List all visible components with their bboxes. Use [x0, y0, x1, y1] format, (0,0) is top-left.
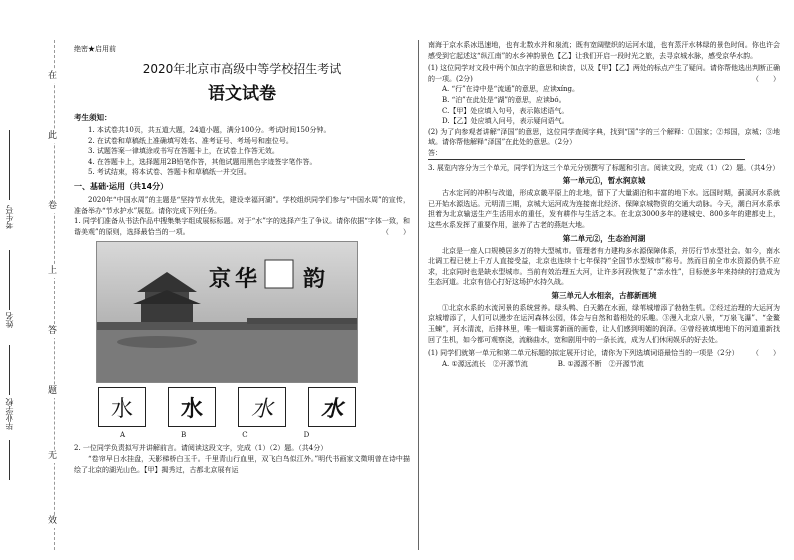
gutter-char: 答: [48, 326, 58, 336]
section-heading: 一、基础·运用（共14分）: [74, 181, 169, 191]
answer-line[interactable]: 答：: [428, 148, 745, 160]
question-1-text: 1. 同学们准备从书法作品中搜集集字组成展标标题。对于“水”字的选择产生了争议。请你依据“字体一致，和谐美观”的原则，选择最恰当的一项。: [74, 217, 410, 236]
question-2-2: (2) 为了向参观者讲解“泽国”的意思，这位同学查阅字典，找到“国”字的三个解释：①国家；②邦国，京城；③地域。请你帮他解释“泽国”在此处的意思。（2分）: [428, 127, 780, 147]
right-column: [428, 40, 780, 555]
label-name: 姓名: [5, 312, 14, 328]
card-char: 水: [320, 395, 343, 422]
question-3-1-text: (1) 同学们就第一单元和第二单元标题的拟定展开讨论，请你为下列选填词语最恰当的一项是（2分）: [428, 349, 739, 358]
card-char: 水: [180, 395, 203, 422]
note-item: 5. 考试结束，将本试卷、答题卡和草稿纸一并交回。: [88, 168, 251, 177]
unit-1-title: 第一单元①，暂水润京城: [562, 176, 646, 186]
fill-line: [9, 345, 10, 395]
question-2: 2. 一位同学负责拟写并讲解前言。请阅读这段文字，完成（1）（2）题。（共4分）: [74, 444, 328, 453]
gutter-char: 上: [48, 266, 58, 276]
notes-heading: 考生须知：: [74, 113, 112, 122]
calligraphy-card-a[interactable]: [98, 387, 146, 427]
answer-paren: （ ）: [752, 349, 780, 358]
card-char: 水: [110, 396, 133, 422]
binding-gutter: [0, 0, 70, 560]
option-letter: C: [242, 431, 248, 440]
confidential-mark: 绝密★启用前: [74, 45, 116, 53]
gutter-char: 题: [48, 386, 58, 396]
photo-caption-left: 京华: [209, 266, 262, 293]
gutter-char: 在: [48, 71, 58, 81]
exam-title: 2020年北京市高级中等学校招生考试: [142, 62, 342, 76]
fill-line: [9, 250, 10, 310]
label-candidate-no: 考生号: [5, 205, 14, 229]
question-2-1-text: (1) 这位同学对文段中两个加点字的意思和读音，以及【甲】【乙】两处的标点产生了疑问。请你帮他选出判断正确的一项。(2分): [428, 64, 780, 83]
choice-b[interactable]: B. “泊”在此处是“湖”的意思，应读bó。: [442, 95, 566, 104]
calligraphy-photo: [96, 241, 358, 383]
gutter-char: 卷: [48, 201, 58, 211]
question-3-1-choices: [428, 359, 780, 370]
column-divider: [418, 40, 419, 550]
unit-2-text: 北京是一座人口规模居多万的特大型城市。管理者有力建构多水源保障体系，并厉行节水型社会。如今，南水北调工程已使上千万人直接受益，北京也连续十七年保持“全国节水型城市”称号。然而目前全市水资源仍供不应求，北京同时也是缺水型城市。当前有效治理五大河，让许多河段恢复了“亲水性”，目标使多年来持续的打造成为生态河道。北京有信心打好这场护水持久战。: [428, 246, 780, 287]
question-2-passage: “卷帘早日水挂盘，天影梯桥白玉千。千里青山行血里，双飞白鸟似江外。”明代书画家文徵明曾在诗中描绘了北京的湖光山色。【甲】揭秀过，古都北京展有运: [74, 454, 410, 474]
calligraphy-card-d[interactable]: [308, 387, 356, 427]
calligraphy-card-c[interactable]: [238, 387, 286, 427]
question-2-1: [428, 63, 780, 84]
question-1: [74, 216, 410, 237]
unit-1-text: 古水定河的冲积与改道，形成京畿平原上的北地，留下了大量湖泊和丰富的地下水。远国时期，蓟溪河水系就已开始水源选运。元明清三期，京城大运河成为连接南北经济、保障京城物资的交通大动脉。今天，潮白河水系承担着为北京输送生产生活用水的重任，发有耕作与生活之本。在北京3000多年的建城史、800多年的建都史上，这些水系发挥了重要作用，滋养了古老的燕赵大地。: [428, 189, 780, 229]
option-letters: [120, 431, 410, 439]
choice-d[interactable]: D.【乙】处应填入问号，表示疑问语气。: [442, 117, 569, 126]
gutter-char: 无: [48, 451, 58, 461]
seal-line: [54, 40, 55, 550]
passage-continued: 南海于京水系冰迅速地，也有北数水并和泉流；既有宽阔壁织的运河水道，也有蒸汗水林绿的景色时间。你也许会感受到它起述这“纵江南”的水乡神韵景色【乙】让我们开启一段时光之旅，去寻京城水脉，感受京华水韵。: [428, 41, 780, 60]
option-letter: D: [303, 431, 310, 440]
unit-3-title: 第三单元人水相亲，古都新画境: [551, 290, 657, 300]
card-char: 水: [250, 396, 273, 422]
left-column: [74, 44, 410, 554]
note-item: 2. 在试卷和草稿纸上准确填写姓名、准考证号、考场号和座位号。: [88, 136, 293, 145]
unit-3-text: ①北京水系的水流河景的系统营养。绿头鸭、白天鹅在水面，绿苇城增添了勃勃生机。②经过治理的大运河为京城增添了，人们可以漫步在运河森林公园，体会与自然和谐相处的乐趣。③漫入北京八景，“万泉飞瀑”、“金鳌玉蝀”，河水清流，后排林里，唯一幅谈雾新画的画卷，让人们感到明媚的润泽。④曾经被填埋地下的河道重新找回了生机，如今都可观察浇，流觞曲水，宽和剧用中的一条长流，成为人们休闲娱乐的好去处。: [428, 303, 780, 344]
option-letter: A: [120, 431, 126, 440]
question-3-1: [428, 348, 780, 359]
note-item: 3. 试题答案一律填涂或书写在答题卡上，在试卷上作答无效。: [88, 147, 279, 156]
note-item: 4. 在答题卡上，选择题用2B铅笔作答，其他试题用黑色字迹签字笔作答。: [88, 157, 317, 166]
label-school: 毕业学校: [5, 398, 14, 430]
option-letter: B: [181, 431, 187, 440]
paper-title: 语文试卷: [208, 84, 276, 104]
section-intro: 2020年“中国水周”的主题是“坚持节水优先，建设幸福河湖”。学校组织同学们参与“中国水周”的宣传，准备举办“节水护水”展览。请你完成下列任务。: [74, 195, 410, 215]
answer-paren: （ ）: [752, 74, 780, 83]
choice-c[interactable]: C.【甲】处应填入句号，表示陈述语气。: [442, 106, 569, 115]
gutter-char: 此: [48, 131, 58, 141]
choice-a[interactable]: A. ①源远流长 ②开源节流: [442, 359, 528, 368]
question-3: 3. 展览内容分为三个单元，同学们为这三个单元分别撰写了标题和引言。阅读文段，完成（1）（2）题。（共4分）: [428, 163, 780, 172]
choice-b[interactable]: B. ①源源不断 ②开源节流: [557, 359, 644, 368]
calligraphy-card-b[interactable]: [168, 387, 216, 427]
unit-2-title: 第二单元②，生态治河湖: [562, 233, 646, 243]
note-item: 1. 本试卷共10页，共五道大题，24道小题，满分100分。考试时间150分钟。: [88, 126, 331, 134]
gutter-char: 效: [48, 516, 58, 526]
option-cards: [98, 387, 410, 427]
photo-caption-right: 韵: [303, 266, 326, 293]
choice-a[interactable]: A. “行”在诗中是“流通”的意思，应读xíng。: [442, 85, 579, 94]
fill-line: [9, 440, 10, 480]
answer-paren: （ ）: [382, 227, 410, 236]
fill-line: [9, 130, 10, 200]
